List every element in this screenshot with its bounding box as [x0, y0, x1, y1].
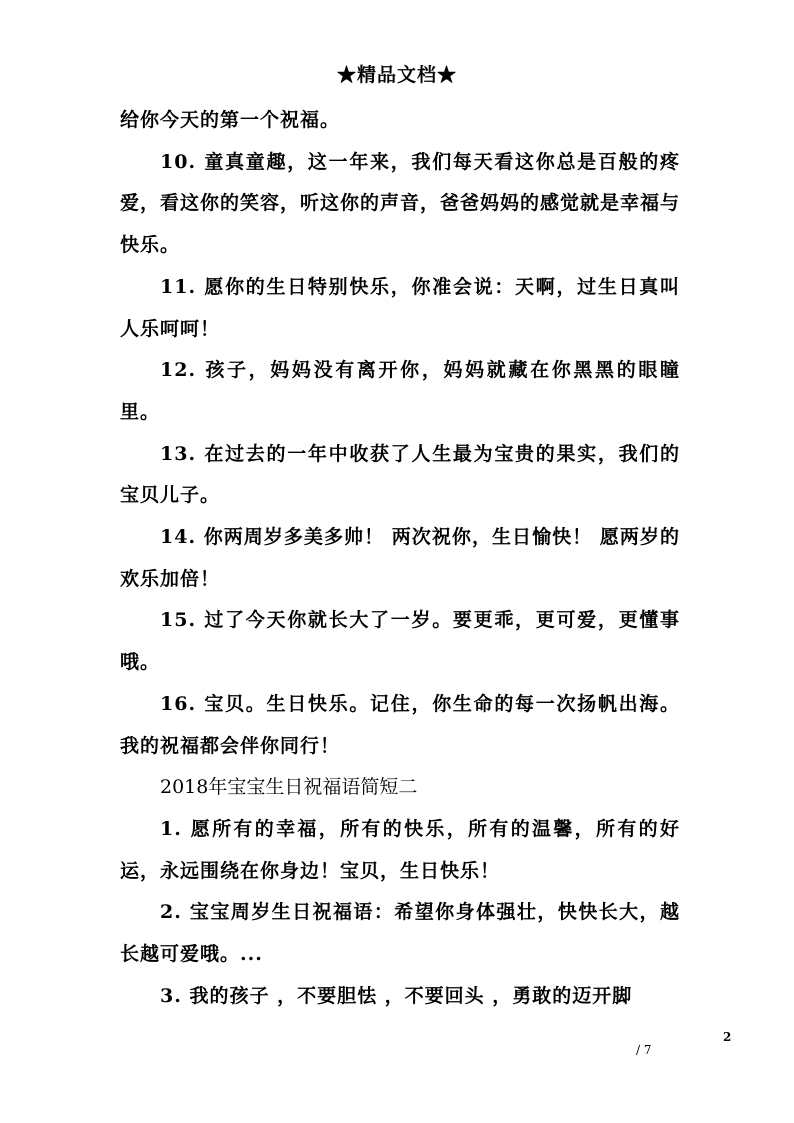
paragraph-item-14: 14. 你两周岁多美多帅！ 两次祝你，生日愉快！ 愿两岁的欢乐加倍！	[120, 526, 680, 590]
page-number: 2	[723, 1030, 732, 1044]
paragraph-item-15: 15. 过了今天你就长大了一岁。要更乖，更可爱，更懂事哦。	[120, 609, 680, 674]
paragraph-item-3: 3. 我的孩子 ，不要胆怯 ，不要回头 ，勇敢的迈开脚	[160, 984, 633, 1007]
paragraph-item-11: 11. 愿你的生日特别快乐，你准会说：天啊，过生日真叫人乐呵呵！	[120, 275, 680, 340]
paragraph-item-13: 13. 在过去的一年中收获了人生最为宝贵的果实，我们的宝贝儿子。	[120, 442, 680, 507]
paragraph-item-1: 1. 愿所有的幸福，所有的快乐，所有的温馨，所有的好运，永远围绕在你身边！宝贝，生日快乐！	[120, 817, 680, 882]
page-total: / 7	[636, 1043, 652, 1057]
paragraph-item-16: 16. 宝贝。生日快乐。记住，你生命的每一次扬帆出海。我的祝福都会伴你同行！	[120, 692, 680, 757]
document-body	[120, 100, 680, 1017]
paragraph-item-12: 12. 孩子，妈妈没有离开你，妈妈就藏在你黑黑的眼瞳里。	[120, 359, 680, 423]
paragraph-item-10: 10. 童真童趣，这一年来，我们每天看这你总是百般的疼爱，看这你的笑容，听这你的声音，爸爸妈妈的感觉就是幸福与快乐。	[120, 150, 681, 257]
paragraph-item-2: 2. 宝宝周岁生日祝福语：希望你身体强壮，快快长大，越长越可爱哦。...	[120, 901, 680, 966]
section-subheading: 2018年宝宝生日祝福语简短二	[160, 776, 418, 799]
paragraph-continuation: 给你今天的第一个祝福。	[120, 109, 341, 131]
document-header-title: ★精品文档★	[336, 64, 457, 86]
